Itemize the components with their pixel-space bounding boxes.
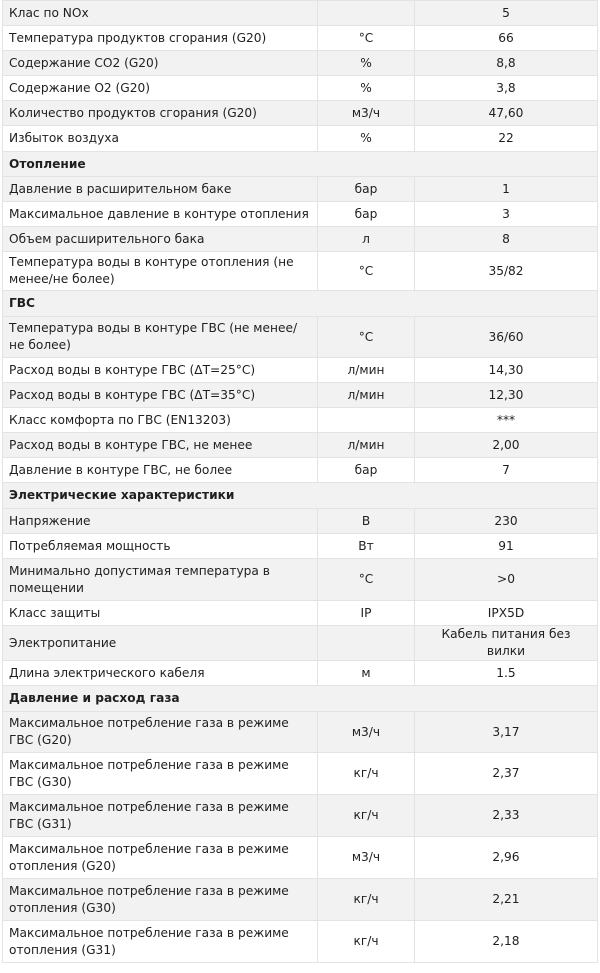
- param-name: Температура продуктов сгорания (G20): [3, 26, 318, 51]
- param-unit: [318, 408, 415, 433]
- table-row: [3, 358, 598, 383]
- table-row: [3, 458, 598, 483]
- param-unit: [318, 1, 415, 26]
- table-row: [3, 51, 598, 76]
- param-value: Кабель питания без вилки: [415, 626, 598, 661]
- param-name: Расход воды в контуре ГВС, не менее: [3, 433, 318, 458]
- param-unit: %: [318, 76, 415, 101]
- table-row: [3, 879, 598, 921]
- param-value: 3: [415, 202, 598, 227]
- param-name: Содержание CO2 (G20): [3, 51, 318, 76]
- param-name: Избыток воздуха: [3, 126, 318, 152]
- param-unit: л/мин: [318, 358, 415, 383]
- param-name: Давление в контуре ГВС, не более: [3, 458, 318, 483]
- param-value: 12,30: [415, 383, 598, 408]
- param-name: Максимальное давление в контуре отопления: [3, 202, 318, 227]
- param-value: 47,60: [415, 101, 598, 126]
- param-unit: %: [318, 126, 415, 152]
- param-name: Потребляемая мощность: [3, 534, 318, 559]
- param-value: 2,96: [415, 837, 598, 879]
- param-name: Максимальное потребление газа в режиме ГВС (G31): [3, 795, 318, 837]
- table-row: [3, 1, 598, 26]
- table-row: [3, 921, 598, 963]
- specs-table-body: [3, 1, 598, 963]
- param-value: 14,30: [415, 358, 598, 383]
- param-name: Минимально допустимая температура в помещении: [3, 559, 318, 601]
- param-value: 2,37: [415, 753, 598, 795]
- section-title: Электрические характеристики: [3, 483, 598, 509]
- param-unit: м3/ч: [318, 837, 415, 879]
- param-value: 36/60: [415, 317, 598, 358]
- table-row: [3, 408, 598, 433]
- param-unit: л: [318, 227, 415, 252]
- section-header-row: [3, 152, 598, 177]
- table-row: [3, 534, 598, 559]
- param-value: 3,8: [415, 76, 598, 101]
- param-value: 8: [415, 227, 598, 252]
- param-value: 230: [415, 509, 598, 534]
- param-name: Температура воды в контуре ГВС (не менее/не более): [3, 317, 318, 358]
- param-unit: кг/ч: [318, 921, 415, 963]
- section-header-row: [3, 686, 598, 712]
- param-unit: бар: [318, 177, 415, 202]
- param-value: >0: [415, 559, 598, 601]
- table-row: [3, 101, 598, 126]
- table-row: [3, 26, 598, 51]
- param-unit: м3/ч: [318, 712, 415, 753]
- specs-table: [2, 0, 598, 963]
- param-unit: В: [318, 509, 415, 534]
- section-title: Давление и расход газа: [3, 686, 598, 712]
- param-unit: м3/ч: [318, 101, 415, 126]
- param-name: Расход воды в контуре ГВС (ΔT=25°C): [3, 358, 318, 383]
- table-row: [3, 177, 598, 202]
- param-unit: [318, 626, 415, 661]
- table-row: [3, 661, 598, 686]
- table-row: [3, 252, 598, 291]
- param-unit: кг/ч: [318, 879, 415, 921]
- param-unit: л/мин: [318, 433, 415, 458]
- table-row: [3, 837, 598, 879]
- param-unit: °C: [318, 26, 415, 51]
- param-unit: м: [318, 661, 415, 686]
- param-unit: °C: [318, 317, 415, 358]
- param-value: IPX5D: [415, 601, 598, 626]
- param-value: 66: [415, 26, 598, 51]
- param-value: 5: [415, 1, 598, 26]
- table-row: [3, 317, 598, 358]
- param-value: 91: [415, 534, 598, 559]
- param-name: Содержание O2 (G20): [3, 76, 318, 101]
- table-row: [3, 509, 598, 534]
- param-name: Максимальное потребление газа в режиме ГВС (G30): [3, 753, 318, 795]
- param-name: Электропитание: [3, 626, 318, 661]
- param-unit: бар: [318, 458, 415, 483]
- param-value: 35/82: [415, 252, 598, 291]
- param-name: Длина электрического кабеля: [3, 661, 318, 686]
- param-name: Максимальное потребление газа в режиме отопления (G31): [3, 921, 318, 963]
- table-row: [3, 601, 598, 626]
- param-value: 1.5: [415, 661, 598, 686]
- param-value: 3,17: [415, 712, 598, 753]
- param-name: Расход воды в контуре ГВС (ΔT=35°C): [3, 383, 318, 408]
- param-unit: кг/ч: [318, 753, 415, 795]
- table-row: [3, 202, 598, 227]
- param-name: Класс защиты: [3, 601, 318, 626]
- param-value: 2,18: [415, 921, 598, 963]
- section-title: ГВС: [3, 291, 598, 317]
- param-name: Объем расширительного бака: [3, 227, 318, 252]
- section-header-row: [3, 291, 598, 317]
- param-value: 2,21: [415, 879, 598, 921]
- section-header-row: [3, 483, 598, 509]
- param-name: Максимальное потребление газа в режиме отопления (G20): [3, 837, 318, 879]
- param-unit: °C: [318, 252, 415, 291]
- table-row: [3, 559, 598, 601]
- param-value: 2,00: [415, 433, 598, 458]
- param-value: 2,33: [415, 795, 598, 837]
- param-name: Класс комфорта по ГВС (EN13203): [3, 408, 318, 433]
- param-unit: Вт: [318, 534, 415, 559]
- param-value: ***: [415, 408, 598, 433]
- param-value: 22: [415, 126, 598, 152]
- param-value: 1: [415, 177, 598, 202]
- param-name: Максимальное потребление газа в режиме ГВС (G20): [3, 712, 318, 753]
- table-row: [3, 795, 598, 837]
- param-unit: IP: [318, 601, 415, 626]
- section-title: Отопление: [3, 152, 598, 177]
- param-name: Максимальное потребление газа в режиме отопления (G30): [3, 879, 318, 921]
- table-row: [3, 626, 598, 661]
- table-row: [3, 712, 598, 753]
- param-unit: л/мин: [318, 383, 415, 408]
- param-value: 8,8: [415, 51, 598, 76]
- table-row: [3, 76, 598, 101]
- table-row: [3, 126, 598, 152]
- table-row: [3, 433, 598, 458]
- param-unit: бар: [318, 202, 415, 227]
- param-name: Температура воды в контуре отопления (не менее/не более): [3, 252, 318, 291]
- param-name: Количество продуктов сгорания (G20): [3, 101, 318, 126]
- param-name: Давление в расширительном баке: [3, 177, 318, 202]
- table-row: [3, 383, 598, 408]
- param-unit: %: [318, 51, 415, 76]
- param-value: 7: [415, 458, 598, 483]
- table-row: [3, 753, 598, 795]
- param-unit: кг/ч: [318, 795, 415, 837]
- param-name: Напряжение: [3, 509, 318, 534]
- param-unit: °C: [318, 559, 415, 601]
- table-row: [3, 227, 598, 252]
- param-name: Клас по NOx: [3, 1, 318, 26]
